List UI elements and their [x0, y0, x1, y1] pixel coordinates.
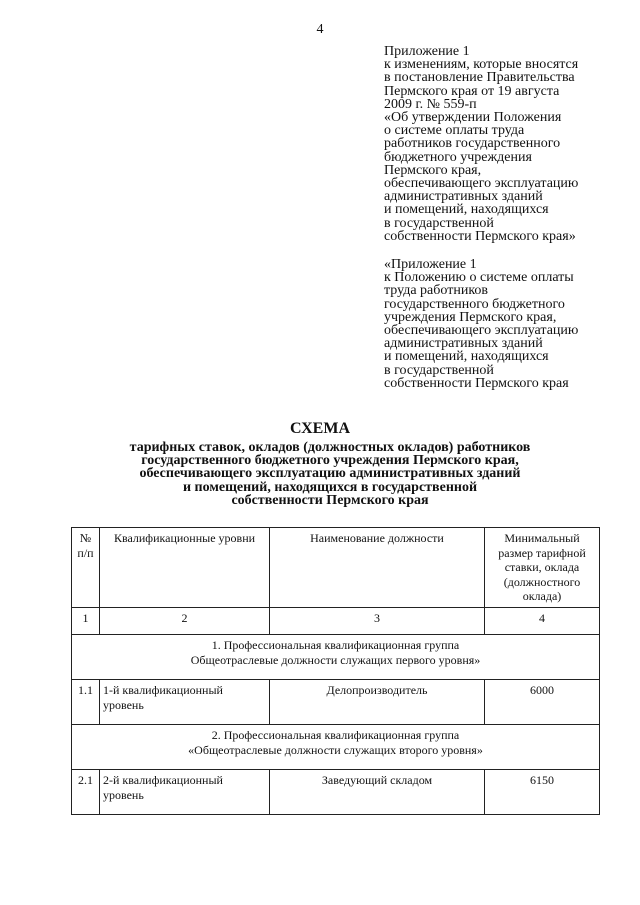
appendix-1-line: к изменениям, которые вносятся — [384, 57, 579, 73]
appendix-2-line: «Приложение 1 — [384, 257, 477, 272]
appendix-2-line: обеспечивающего эксплуатацию — [384, 323, 579, 339]
appendix-1-line: и помещений, находящихся — [384, 202, 549, 218]
group-row-2 — [72, 725, 600, 770]
appendix-2-line: и помещений, находящихся — [384, 349, 549, 365]
appendix-1-line: бюджетного учреждения — [384, 149, 532, 165]
column-number: 4 — [485, 608, 600, 635]
row-number: 1.1 — [72, 680, 100, 725]
appendix-2-line: учреждения Пермского края, — [384, 309, 557, 325]
salary-value: 6000 — [485, 680, 600, 725]
appendix-2-line: собственности Пермского края — [384, 375, 569, 391]
header-minimum-salary: Минимальный размер тарифной ставки, оклада (должностного оклада) — [485, 528, 600, 608]
appendix-1-line: административных зданий — [384, 189, 543, 205]
column-numbers-row — [72, 608, 600, 635]
group-heading — [72, 725, 600, 770]
group-heading-line: «Общеотраслевые должности служащих второго уровня» — [188, 742, 483, 757]
appendix-1-line: 2009 г. № 559-п — [384, 96, 477, 112]
appendix-1-line: в государственной — [384, 215, 494, 231]
column-number: 3 — [270, 608, 485, 635]
subtitle-line: собственности Пермского края — [231, 492, 429, 508]
salary-value: 6150 — [485, 770, 600, 815]
appendix-2-line: государственного бюджетного — [384, 296, 565, 312]
row-number: 2.1 — [72, 770, 100, 815]
appendix-1-line: Пермского края, — [384, 162, 482, 178]
group-row-1 — [72, 635, 600, 680]
column-number: 1 — [72, 608, 100, 635]
group-heading — [72, 635, 600, 680]
subtitle-line: тарифных ставок, окладов (должностных окладов) работников — [129, 440, 531, 455]
qualification-level: 2-й квалификационный уровень — [100, 770, 270, 815]
salary-scheme-table — [71, 527, 600, 815]
appendix-1-line: Пермского края от 19 августа — [384, 83, 560, 99]
appendix-1-line: обеспечивающего эксплуатацию — [384, 176, 579, 192]
appendix-2-line: труда работников — [384, 283, 489, 299]
document-title: СХЕМА — [289, 420, 351, 437]
subtitle-line: и помещений, находящихся в государственной — [182, 479, 478, 495]
group-heading-line: 1. Профессиональная квалификационная группа — [211, 638, 460, 652]
appendix-2-block — [384, 258, 624, 390]
table-header-row — [72, 528, 600, 608]
header-position-name: Наименование должности — [270, 528, 485, 608]
qualification-level: 1-й квалификационный уровень — [100, 680, 270, 725]
appendix-1-line: «Об утверждении Положения — [384, 110, 562, 126]
table-row — [72, 680, 600, 725]
appendix-1-line: собственности Пермского края» — [384, 228, 576, 244]
appendix-1-block — [384, 45, 624, 243]
appendix-1-line: Приложение 1 — [384, 44, 470, 59]
table-row — [72, 770, 600, 815]
document-subtitle — [60, 441, 600, 507]
appendix-2-line: административных зданий — [384, 336, 543, 352]
page-number: 4 — [316, 22, 324, 37]
appendix-2-line: в государственной — [384, 362, 494, 378]
column-number: 2 — [100, 608, 270, 635]
group-heading-line: Общеотраслевые должности служащих первого уровня» — [190, 652, 481, 667]
subtitle-line: государственного бюджетного учреждения Пермского края, — [141, 453, 519, 469]
position-name: Делопроизводитель — [270, 680, 485, 725]
appendix-1-line: в постановление Правительства — [384, 70, 575, 86]
header-qualification-level: Квалификационные уровни — [100, 528, 270, 608]
group-heading-line: 2. Профессиональная квалификационная группа — [211, 728, 460, 742]
position-name: Заведующий складом — [270, 770, 485, 815]
appendix-2-line: к Положению о системе оплаты — [384, 270, 574, 286]
appendix-1-line: о системе оплаты труда — [384, 123, 525, 139]
subtitle-line: обеспечивающего эксплуатацию административных зданий — [139, 466, 521, 482]
header-number: № п/п — [72, 528, 100, 608]
appendix-1-line: работников государственного — [384, 136, 561, 152]
